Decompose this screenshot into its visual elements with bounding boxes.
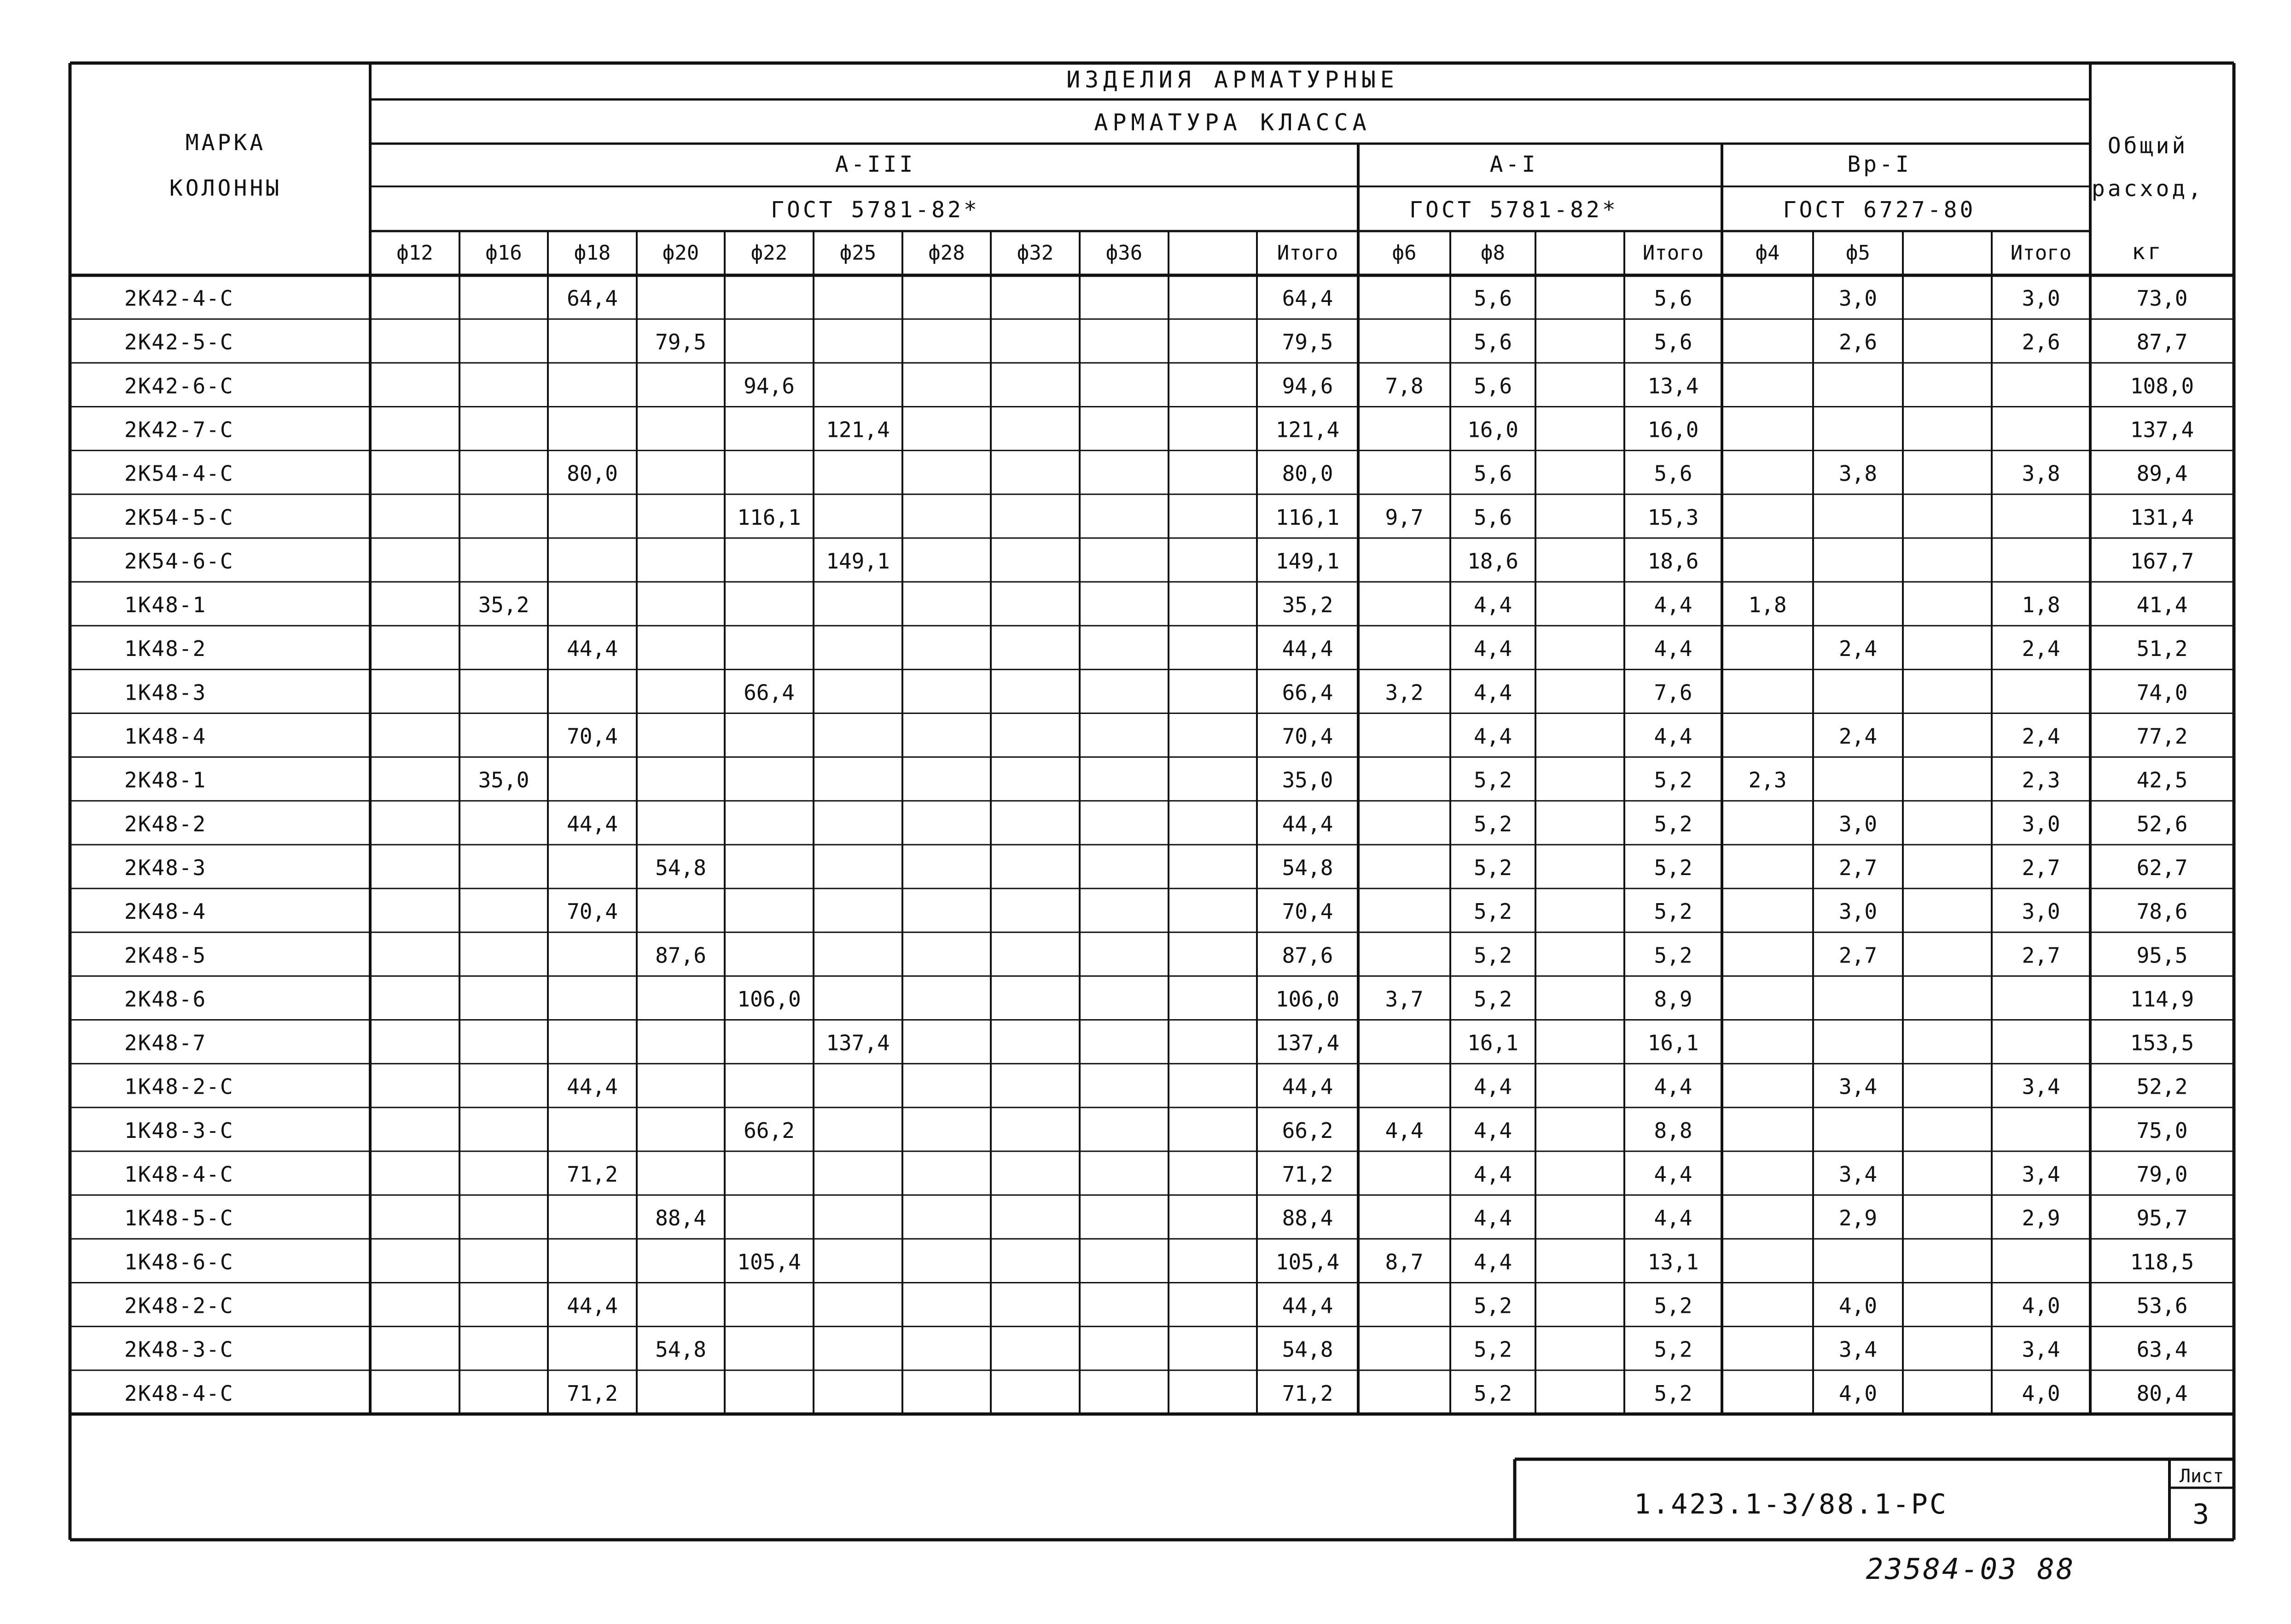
table-cell: 5,2 [1473,855,1512,880]
table-cell: 13,1 [1647,1249,1699,1275]
table-cell: 70,4 [567,724,618,749]
column-mark-cell: 1К48-5-С [124,1206,234,1231]
column-mark-cell: 2К48-3-С [124,1337,234,1362]
table-cell: 5,2 [1654,811,1692,836]
table-row [124,373,2194,398]
table-cell: 8,8 [1654,1118,1692,1143]
table-cell: 5,2 [1654,1337,1692,1362]
column-mark-cell: 1К48-4-С [124,1162,234,1187]
table-cell: 3,0 [1838,286,1878,311]
table-cell: 3,4 [1838,1162,1878,1187]
table-row [124,986,2194,1011]
table-cell: 5,2 [1473,1380,1512,1406]
column-mark-cell: 1К48-2 [124,636,207,661]
table-cell: 35,0 [1282,767,1333,793]
column-header: ф12 [396,241,433,265]
total-consumption-cell: 118,5 [2130,1249,2194,1275]
table-cell: 3,4 [2022,1337,2060,1362]
total-consumption-cell: 77,2 [2136,724,2188,749]
column-header: ф22 [750,241,788,265]
column-mark-cell: 2К48-5 [124,943,207,968]
table-row [124,1074,2187,1099]
table-cell: 5,6 [1654,286,1692,311]
table-cell: 2,9 [2022,1206,2060,1231]
table-cell: 2,7 [2022,943,2060,968]
table-cell: 44,4 [567,1074,618,1099]
table-cell: 116,1 [1275,505,1340,530]
table-cell: 9,7 [1385,505,1424,530]
total-consumption-header-line2: расход, [2091,176,2204,202]
table-cell: 44,4 [1282,1293,1333,1318]
table-row [124,417,2194,442]
table-cell: 2,7 [2022,855,2060,880]
table-cell: 44,4 [567,811,618,836]
column-mark-cell: 2К48-7 [124,1030,207,1056]
table-cell: 4,4 [1654,636,1692,661]
total-consumption-header-line1: Общий [2107,133,2188,159]
group-class-a1: А-I [1489,151,1538,177]
column-mark-cell: 2К48-2 [124,811,207,836]
table-cell: 88,4 [1282,1206,1333,1231]
table-row [124,1162,2187,1187]
table-row [124,1206,2187,1230]
table-cell: 1,8 [1748,592,1787,618]
table-cell: 121,4 [826,417,890,442]
table-cell: 4,4 [1385,1118,1424,1143]
table-row [124,768,2187,793]
table-cell: 4,0 [1838,1380,1878,1406]
table-cell: 2,4 [2022,636,2060,661]
sheet-number: 3 [2192,1498,2211,1531]
table-cell: 80,0 [567,461,618,486]
table-cell: 70,4 [1282,899,1333,924]
table-cell: 3,0 [1838,811,1878,836]
table-cell: 44,4 [1282,811,1333,836]
column-mark-cell: 1К48-3 [124,680,207,705]
table-cell: 13,4 [1647,373,1699,399]
table-cell: 4,4 [1654,1162,1692,1187]
group-gost-a1: ГОСТ 5781-82* [1409,197,1618,223]
column-mark-cell: 1К48-3-С [124,1118,234,1143]
column-mark-cell: 2К54-6-С [124,548,234,574]
table-cell: 71,2 [1282,1380,1333,1406]
table-row [124,461,2187,486]
table-cell: 15,3 [1647,505,1699,530]
table-cell: 4,4 [1654,1074,1692,1099]
table-cell: 4,4 [1654,724,1692,749]
table-cell: 2,6 [2022,330,2060,355]
table-cell: 79,5 [655,330,706,355]
total-consumption-cell: 80,4 [2136,1380,2188,1406]
table-cell: 5,6 [1473,373,1512,399]
table-row [124,1031,2194,1056]
table-cell: 3,4 [1838,1337,1878,1362]
total-consumption-cell: 78,6 [2136,899,2188,924]
table-cell: 2,7 [1838,943,1878,968]
column-mark-cell: 1К48-6-С [124,1249,234,1275]
column-mark-cell: 2К54-4-С [124,461,234,486]
column-mark-cell: 1К48-2-С [124,1074,234,1099]
table-cell: 149,1 [1275,548,1340,574]
column-mark-cell: 2К42-5-С [124,330,234,355]
total-consumption-cell: 73,0 [2136,286,2188,311]
table-cell: 7,6 [1654,680,1692,705]
table-cell: 5,2 [1473,899,1512,924]
table-cell: 4,4 [1473,724,1512,749]
table-cell: 4,4 [1473,1118,1512,1143]
column-mark-cell: 2К48-3 [124,855,207,880]
table-row [124,286,2187,311]
table-cell: 71,2 [1282,1162,1333,1187]
table-row [124,1118,2187,1143]
table-cell: 106,0 [737,986,801,1012]
column-header: ф4 [1755,241,1780,265]
table-cell: 70,4 [567,899,618,924]
table-cell: 44,4 [1282,636,1333,661]
total-consumption-cell: 63,4 [2136,1337,2188,1362]
table-cell: 2,9 [1838,1206,1878,1231]
column-mark-cell: 1К48-1 [124,592,207,618]
total-consumption-cell: 41,4 [2136,592,2188,618]
total-consumption-cell: 114,9 [2130,986,2194,1012]
table-cell: 3,4 [2022,1162,2060,1187]
table-cell: 79,5 [1282,330,1333,355]
mark-column-header-line1: МАРКА [185,130,266,156]
sheet-label: Лист [2179,1466,2224,1487]
column-header: ф20 [662,241,699,265]
column-mark-cell: 2К48-4 [124,899,207,924]
column-header: ф25 [839,241,877,265]
table-cell: 4,4 [1654,1206,1692,1231]
total-consumption-cell: 53,6 [2136,1293,2188,1318]
table-row [124,1249,2194,1274]
table-cell: 5,2 [1654,855,1692,880]
table-row [124,592,2187,617]
total-consumption-cell: 75,0 [2136,1118,2188,1143]
table-cell: 44,4 [1282,1074,1333,1099]
table-cell: 2,4 [1838,636,1878,661]
table-cell: 121,4 [1275,417,1340,442]
handwritten-archive-number: 23584-03 88 [1866,1552,2076,1586]
table-cell: 137,4 [1275,1030,1340,1056]
table-cell: 3,4 [1838,1074,1878,1099]
total-consumption-cell: 62,7 [2136,855,2188,880]
table-cell: 5,2 [1473,1293,1512,1318]
table-cell: 54,8 [655,1337,706,1362]
table-cell: 7,8 [1385,373,1424,399]
column-mark-cell: 1К48-4 [124,724,207,749]
table-cell: 66,2 [744,1118,795,1143]
table-cell: 4,4 [1473,1206,1512,1231]
table-cell: 54,8 [1282,855,1333,880]
total-consumption-cell: 131,4 [2130,505,2194,530]
table-cell: 2,4 [1838,724,1878,749]
total-consumption-unit: кг [2132,239,2164,265]
table-cell: 5,2 [1654,1293,1692,1318]
column-header: ф6 [1392,241,1417,265]
table-cell: 35,2 [1282,592,1333,618]
group-class-bp1: Вр-I [1847,151,1912,177]
table-cell: 80,0 [1282,461,1333,486]
table-cell: 8,9 [1654,986,1692,1012]
total-consumption-cell: 51,2 [2136,636,2188,661]
table-cell: 3,7 [1385,986,1424,1012]
table-cell: 4,4 [1473,592,1512,618]
table-row [124,855,2187,880]
table-body [124,286,2194,1406]
table-cell: 4,0 [2022,1380,2060,1406]
table-row [124,680,2187,705]
table-cell: 5,2 [1654,899,1692,924]
table-cell: 3,0 [1838,899,1878,924]
table-cell: 137,4 [826,1030,890,1056]
table-cell: 5,2 [1654,767,1692,793]
table-cell: 16,0 [1647,417,1699,442]
table-cell: 4,0 [2022,1293,2060,1318]
column-mark-cell: 2К48-4-С [124,1380,234,1406]
table-cell: 5,6 [1473,330,1512,355]
table-cell: 8,7 [1385,1249,1424,1275]
total-consumption-cell: 89,4 [2136,461,2188,486]
column-mark-cell: 2К54-5-С [124,505,234,530]
total-consumption-cell: 95,5 [2136,943,2188,968]
document-code: 1.423.1-3/88.1-РС [1634,1488,1948,1520]
table-cell: 3,2 [1385,680,1424,705]
column-header: ф16 [485,241,522,265]
table-cell: 5,6 [1654,330,1692,355]
products-header: ИЗДЕЛИЯ АРМАТУРНЫЕ [1066,66,1399,93]
table-cell: 5,2 [1473,986,1512,1012]
table-header [169,66,2204,265]
table-cell: 94,6 [744,373,795,399]
table-cell: 106,0 [1275,986,1340,1012]
table-cell: 3,0 [2022,811,2060,836]
table-cell: 149,1 [826,548,890,574]
column-mark-cell: 2К42-4-С [124,286,234,311]
table-cell: 1,8 [2022,592,2060,618]
table-row [124,724,2187,749]
column-mark-cell: 2К48-6 [124,986,207,1012]
column-header: ф18 [574,241,611,265]
rebar-class-header: АРМАТУРА КЛАССА [1094,109,1371,136]
total-consumption-cell: 87,7 [2136,330,2188,355]
table-row [124,330,2187,354]
table-cell: 54,8 [655,855,706,880]
table-cell: 44,4 [567,1293,618,1318]
column-header: ф5 [1846,241,1870,265]
table-row [124,505,2194,530]
table-cell: 5,6 [1473,286,1512,311]
table-row [124,812,2187,836]
table-cell: 5,2 [1473,767,1512,793]
total-consumption-cell: 42,5 [2136,767,2188,793]
title-block [1634,1466,2224,1531]
table-cell: 5,2 [1473,811,1512,836]
column-header: Итого [1277,241,1338,265]
column-header: Итого [1642,241,1704,265]
table-cell: 105,4 [1275,1249,1340,1275]
column-mark-cell: 2К48-2-С [124,1293,234,1318]
table-cell: 5,6 [1473,505,1512,530]
table-cell: 87,6 [655,943,706,968]
column-header: ф36 [1105,241,1143,265]
column-header: ф28 [928,241,965,265]
mark-column-header-line2: КОЛОННЫ [169,175,282,201]
table-cell: 2,3 [2022,767,2060,793]
table-cell: 16,0 [1467,417,1518,442]
total-consumption-cell: 52,6 [2136,811,2188,836]
table-cell: 2,7 [1838,855,1878,880]
table-cell: 88,4 [655,1206,706,1231]
total-consumption-cell: 52,2 [2136,1074,2188,1099]
column-mark-cell: 2К42-6-С [124,373,234,399]
table-cell: 3,4 [2022,1074,2060,1099]
table-cell: 87,6 [1282,943,1333,968]
column-header: Итого [2010,241,2072,265]
table-cell: 18,6 [1467,548,1518,574]
table-cell: 5,6 [1654,461,1692,486]
table-cell: 94,6 [1282,373,1333,399]
total-consumption-cell: 167,7 [2130,548,2194,574]
table-row [124,549,2194,574]
table-cell: 3,8 [1838,461,1878,486]
total-consumption-cell: 74,0 [2136,680,2188,705]
table-cell: 2,4 [2022,724,2060,749]
column-mark-cell: 2К48-1 [124,767,207,793]
table-cell: 16,1 [1647,1030,1699,1056]
table-cell: 4,0 [1838,1293,1878,1318]
group-gost-a3: ГОСТ 5781-82* [771,197,980,223]
table-cell: 5,2 [1473,943,1512,968]
table-cell: 5,6 [1473,461,1512,486]
table-row [124,1293,2187,1318]
table-cell: 4,4 [1654,592,1692,618]
table-cell: 5,2 [1473,1337,1512,1362]
table-cell: 5,2 [1654,943,1692,968]
table-cell: 66,4 [744,680,795,705]
table-cell: 3,0 [2022,899,2060,924]
column-header: ф8 [1481,241,1505,265]
table-cell: 16,1 [1467,1030,1518,1056]
total-consumption-cell: 95,7 [2136,1206,2188,1231]
table-cell: 2,6 [1838,330,1878,355]
table-cell: 64,4 [567,286,618,311]
column-mark-cell: 2К42-7-С [124,417,234,442]
table-cell: 4,4 [1473,1074,1512,1099]
table-grid-lines [70,63,2234,1540]
table-cell: 5,2 [1654,1380,1692,1406]
column-header: ф32 [1017,241,1054,265]
table-cell: 54,8 [1282,1337,1333,1362]
table-cell: 71,2 [567,1162,618,1187]
table-cell: 35,0 [478,767,529,793]
table-cell: 4,4 [1473,1249,1512,1275]
table-cell: 70,4 [1282,724,1333,749]
table-cell: 66,2 [1282,1118,1333,1143]
total-consumption-cell: 79,0 [2136,1162,2188,1187]
group-gost-bp1: ГОСТ 6727-80 [1783,197,1976,223]
table-cell: 4,4 [1473,1162,1512,1187]
table-cell: 64,4 [1282,286,1333,311]
group-class-a3: А-III [835,151,916,177]
table-row [124,899,2187,924]
total-consumption-cell: 137,4 [2130,417,2194,442]
column-headers [396,241,2071,265]
table-cell: 66,4 [1282,680,1333,705]
total-consumption-cell: 153,5 [2130,1030,2194,1056]
table-cell: 4,4 [1473,636,1512,661]
table-cell: 18,6 [1647,548,1699,574]
table-cell: 105,4 [737,1249,801,1275]
table-cell: 116,1 [737,505,801,530]
table-row [124,1337,2187,1362]
table-cell: 3,8 [2022,461,2060,486]
table-cell: 71,2 [567,1380,618,1406]
table-row [124,1381,2187,1406]
table-row [124,943,2187,968]
table-cell: 2,3 [1748,767,1787,793]
table-row [124,636,2187,661]
table-cell: 44,4 [567,636,618,661]
total-consumption-cell: 108,0 [2130,373,2194,399]
table-cell: 35,2 [478,592,529,618]
table-cell: 4,4 [1473,680,1512,705]
table-cell: 3,0 [2022,286,2060,311]
